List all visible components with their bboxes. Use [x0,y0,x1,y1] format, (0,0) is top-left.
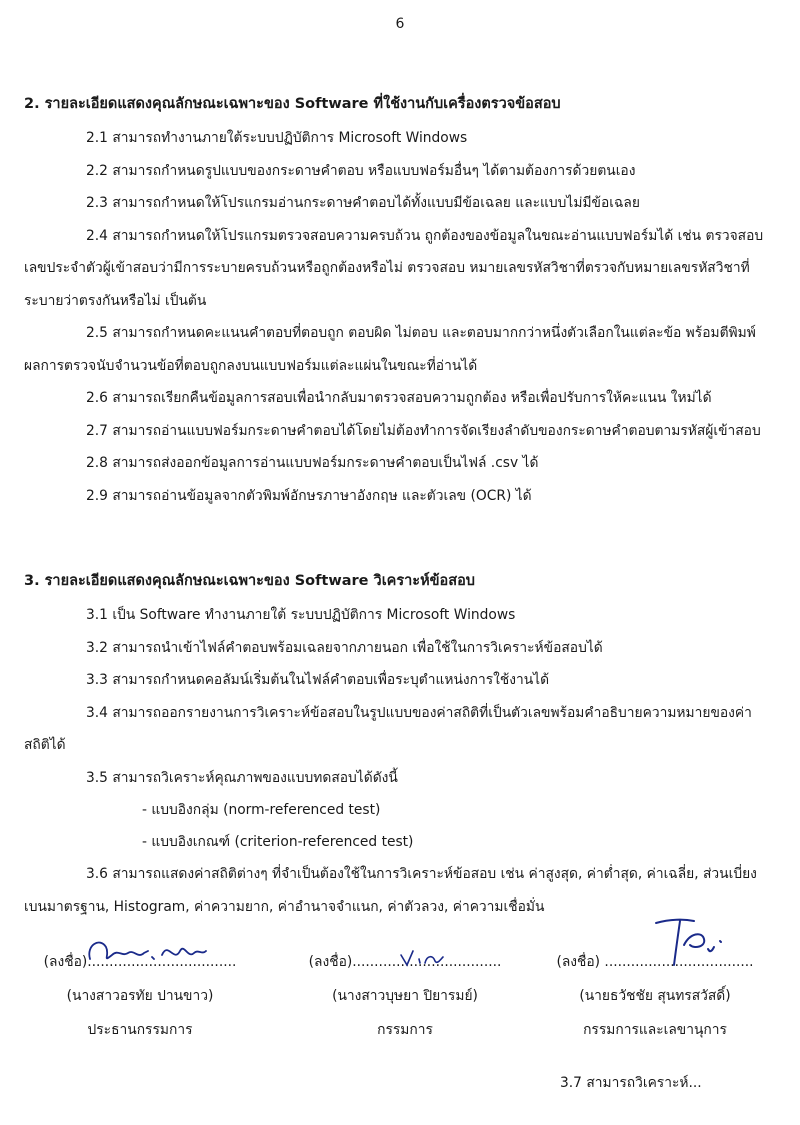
section-3-heading: 3. รายละเอียดแสดงคุณลักษณะเฉพาะของ Software วิเคราะห์ข้อสอบ [24,573,476,589]
item-2-2: 2.2 สามารถกำหนดรูปแบบของกระดาษคำตอบ หรือแบบฟอร์มอื่นๆ ได้ตามต้องการด้วยตนเอง [86,162,636,179]
signature-label: (ลงชื่อ).................................. [43,954,237,970]
signature-line [20,945,260,979]
signer-role: ประธานกรรมการ [87,1022,193,1038]
item-2-9: 2.9 สามารถอ่านข้อมูลจากตัวพิมพ์อักษรภาษาอังกฤษ และตัวเลข (OCR) ได้ [86,487,532,504]
section-3 [24,565,764,923]
item-2-1: 2.1 สามารถทำงานภายใต้ระบบปฏิบัติการ Microsoft Windows [86,130,468,146]
item-3-4: 3.4 สามารถออกรายงานการวิเคราะห์ข้อสอบในรูปแบบของค่าสถิติที่เป็นตัวเลขพร้อมคำอธิบายความหมายของค่าสถิติได้ [24,704,752,753]
bullet-criterion-referenced: - แบบอิงเกณฑ์ (criterion-referenced test) [142,834,414,850]
item-3-1: 3.1 เป็น Software ทำงานภายใต้ ระบบปฏิบัติการ Microsoft Windows [86,607,516,623]
section-2 [24,88,764,512]
item-2-4: 2.4 สามารถกำหนดให้โปรแกรมตรวจสอบความครบถ้วน ถูกต้องของข้อมูลในขณะอ่านแบบฟอร์มได้ เช่น ตรวจสอบเลขประจำตัวผู้เข้าสอบว่ามีการระบายครบถ้วนหรือถูกต้องหรือไม่ ตรวจสอบ หมายเลขรหัสวิชาที่ตรวจกับหมายเลขรหัสวิชาที่ระบายว่าตรงกันหรือไม่ เป็นต้น [24,227,764,309]
item-2-7: 2.7 สามารถอ่านแบบฟอร์มกระดาษคำตอบได้โดยไม่ต้องทำการจัดเรียงลำดับของกระดาษคำตอบตามรหัสผู้เข้าสอบ [86,422,761,439]
item-3-3: 3.3 สามารถกำหนดคอลัมน์เริ่มต้นในไฟล์คำตอบเพื่อระบุตำแหน่งการใช้งานได้ [86,672,550,688]
item-2-5: 2.5 สามารถกำหนดคะแนนคำตอบที่ตอบถูก ตอบผิด ไม่ตอบ และตอบมากกว่าหนึ่งตัวเลือกในแต่ละข้อ พร้อมตีพิมพ์ผลการตรวจนับจำนวนข้อที่ตอบถูกลงบนแบบฟอร์มแต่ละแผ่นในขณะที่อ่านได้ [24,325,756,374]
signer-role: กรรมการ [377,1022,433,1038]
signature-block-member [285,945,525,1047]
signer-name: (นายธวัชชัย สุนทรสวัสดิ์) [579,988,731,1004]
item-2-8: 2.8 สามารถส่งออกข้อมูลการอ่านแบบฟอร์มกระดาษคำตอบเป็นไฟล์ .csv ได้ [86,455,539,471]
item-3-6: 3.6 สามารถแสดงค่าสถิติต่างๆ ที่จำเป็นต้องใช้ในการวิเคราะห์ข้อสอบ เช่น ค่าสูงสุด, ค่าต่ำสุด, ค่าเฉลี่ย, ส่วนเบี่ยงเบนมาตรฐาน, Histogram, ค่าความยาก, ค่าอำนาจจำแนก, ค่าตัวลวง, ค่าความเชื่อมั่น [24,866,757,915]
signature-line [285,945,525,979]
handwritten-signature-1 [82,933,212,973]
item-2-6: 2.6 สามารถเรียกคืนข้อมูลการสอบเพื่อนำกลับมาตรวจสอบความถูกต้อง หรือเพื่อปรับการให้คะแนน ใหม่ได้ [86,390,712,406]
item-3-2: 3.2 สามารถนำเข้าไฟล์คำตอบพร้อมเฉลยจากภายนอก เพื่อใช้ในการวิเคราะห์ข้อสอบได้ [86,639,603,656]
signature-row [20,945,780,1055]
page-number: 6 [395,16,405,32]
handwritten-signature-3 [650,915,740,970]
signer-name: (นางสาวบุษยา ปิยารมย์) [332,988,478,1004]
item-2-3: 2.3 สามารถกำหนดให้โปรแกรมอ่านกระดาษคำตอบได้ทั้งแบบมีข้อเฉลย และแบบไม่มีข้อเฉลย [86,195,640,211]
handwritten-signature-2 [395,941,445,971]
signature-line [530,945,780,979]
signature-label: (ลงชื่อ).................................. [308,954,502,970]
section-2-heading: 2. รายละเอียดแสดงคุณลักษณะเฉพาะของ Software ที่ใช้งานกับเครื่องตรวจข้อสอบ [24,96,561,112]
item-3-5: 3.5 สามารถวิเคราะห์คุณภาพของแบบทดสอบได้ดังนี้ [86,769,398,786]
continuation-note: 3.7 สามารถวิเคราะห์... [560,1075,702,1091]
signature-block-chair [20,945,260,1047]
signer-name: (นางสาวอรทัย ปานขาว) [66,988,214,1004]
bullet-norm-referenced: - แบบอิงกลุ่ม (norm-referenced test) [142,802,381,818]
signature-block-secretary [530,945,780,1047]
signature-label: (ลงชื่อ) .................................. [556,954,754,970]
signer-role: กรรมการและเลขานุการ [583,1022,727,1038]
